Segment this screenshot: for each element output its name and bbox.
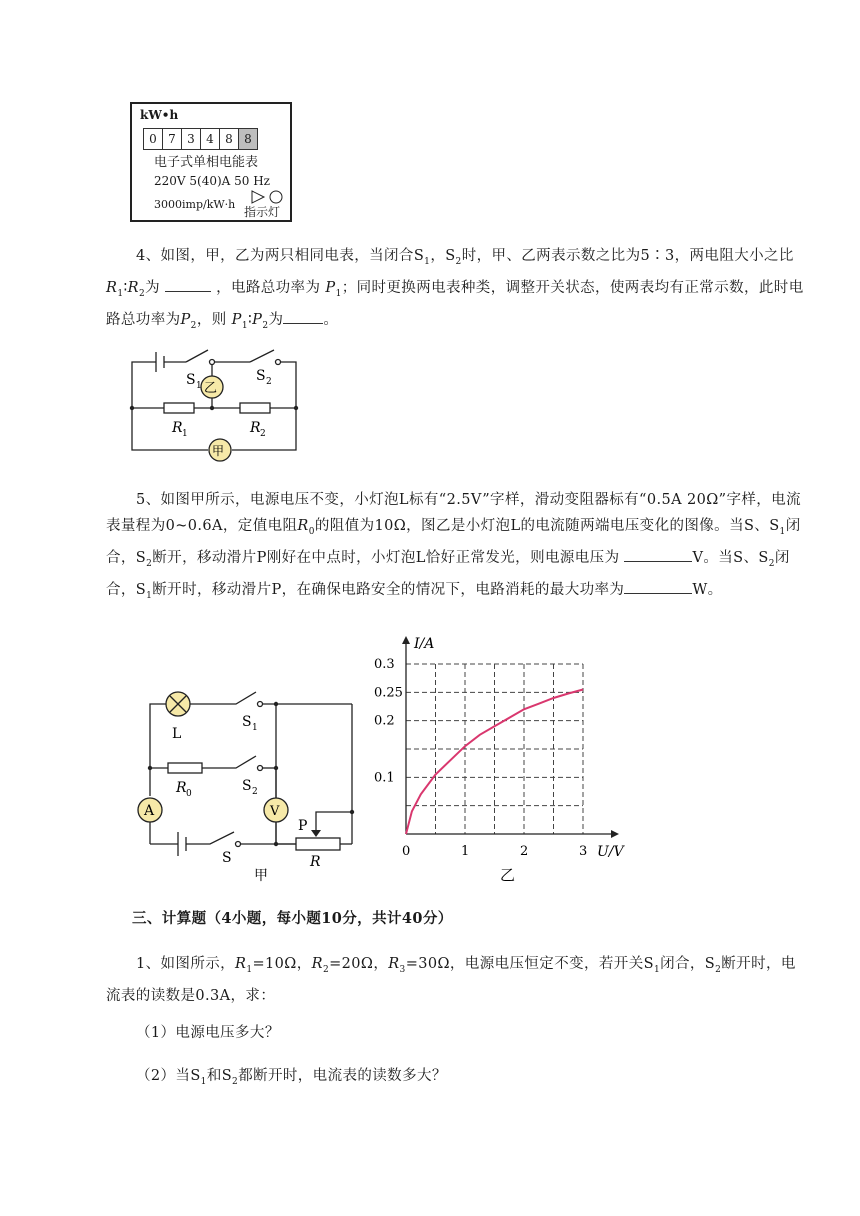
voltmeter-label: V xyxy=(270,804,280,819)
meter-indicator-label: 指示灯 xyxy=(244,205,281,219)
switch-s2-label: S xyxy=(256,368,266,384)
electric-meter-figure xyxy=(130,102,292,222)
x-tick-label: 0 xyxy=(402,844,411,859)
y-tick-label: 0.2 xyxy=(374,713,395,729)
slider-p-label: P xyxy=(298,818,308,834)
chart-y-axis-label: I/A xyxy=(414,636,435,652)
question-4-text: 4、如图，甲，乙为两只相同电表，当闭合$S_1$，$S_2$时，甲、乙两表示数之比为5∶3，两电阻大小之比 $R_1∶R_2$为 ，电路总功率为 $P_1$；同时更换两电表种类，调整开关状态，使两表均有正常示数，此时电路总功率为$P_2$，则 $P_1∶P_2$为 。 xyxy=(106,248,804,331)
iv-curve-chart xyxy=(368,628,640,890)
y-tick-label: 0.3 xyxy=(374,657,395,672)
meter-digit: 8 xyxy=(219,128,239,150)
lamp-icon xyxy=(166,692,190,716)
resistor-r2-label: R xyxy=(250,420,261,436)
y-tick-label: 0.1 xyxy=(374,770,395,786)
answer-blank xyxy=(624,579,692,594)
ammeter-label: A xyxy=(144,803,155,819)
calc-question-1-text: 1、如图所示，$R_1=10\Omega$，$R_2=20\Omega$，$R_3=30\Omega$，电源电压恒定不变，若开关$S_1$闭合，$S_2$断开时，电流表的读数是0.3A，求： xyxy=(106,956,796,1004)
switch-s2-label: S xyxy=(242,778,252,794)
calc-question-1-part-2: （2）当$S_1$和$S_2$都断开时，电流表的读数多大？ xyxy=(136,1068,447,1087)
svg-text:2: 2 xyxy=(266,377,272,387)
meter-jia-label: 甲 xyxy=(212,444,225,458)
section-3-title: 三、计算题（4小题，每小题10分，共计40分） xyxy=(132,910,453,927)
chart-x-axis-label: U/V xyxy=(597,844,624,860)
svg-text:0: 0 xyxy=(186,789,192,799)
meter-spec: 220V 5(40)A 50 Hz xyxy=(154,174,271,188)
meter-imp: 3000imp/kW·h xyxy=(154,198,236,211)
switch-s1-label: S xyxy=(242,714,252,730)
svg-text:2: 2 xyxy=(252,787,258,797)
indicator-icon xyxy=(250,190,290,204)
switch-s1-label: S xyxy=(186,372,196,388)
meter-digit: 0 xyxy=(143,128,163,150)
switch-s-label: S xyxy=(222,850,232,866)
question-5-text: 5、如图甲所示，电源电压不变，小灯泡L标有“2.5V”字样，滑动变阻器标有“0.5A 20Ω”字样，电流表量程为0~0.6A，定值电阻$R_0$的阻值为10Ω，图乙是小灯泡L的电流随两端电压变化的图像。当S、$S_1$闭合，$S_2$断开，移动滑片P刚好在中点时，小灯泡L恰好正常发光，则电源电压为 V。当S、$S_2$闭合，$S_1$断开时，移动滑片P，在确保电路安全的情况下，电路消耗的最大功率为 W。 xyxy=(106,492,801,601)
svg-text:1: 1 xyxy=(252,723,258,733)
meter-yi-label: 乙 xyxy=(204,381,218,396)
answer-blank xyxy=(624,547,692,562)
calc-question-1-part-1: （1）电源电压多大？ xyxy=(136,1025,280,1041)
meter-digit: 3 xyxy=(181,128,201,150)
meter-digit: 8 xyxy=(238,128,258,150)
meter-unit: kW•h xyxy=(140,108,179,122)
meter-digits xyxy=(144,128,258,150)
y-tick-label: 0.25 xyxy=(374,685,403,701)
x-tick-label: 2 xyxy=(520,844,529,859)
meter-digit: 4 xyxy=(200,128,220,150)
x-tick-label: 3 xyxy=(579,844,588,859)
resistor-r1-label: R xyxy=(172,420,183,436)
svg-text:2: 2 xyxy=(260,429,266,439)
svg-text:1: 1 xyxy=(196,381,202,391)
x-tick-label: 1 xyxy=(461,844,470,859)
resistor-r0-label: R xyxy=(176,780,187,796)
meter-name: 电子式单相电能表 xyxy=(154,155,259,170)
meter-digit: 7 xyxy=(162,128,182,150)
answer-blank xyxy=(165,277,211,292)
y-axis-arrow xyxy=(402,636,410,644)
circuit-diagram-q4 xyxy=(128,342,308,464)
circuit-diagram-q5-jia xyxy=(130,680,368,886)
figure-jia-caption: 甲 xyxy=(254,868,268,884)
lamp-label: L xyxy=(172,726,182,742)
rheostat-r-label: R xyxy=(310,854,321,870)
figure-yi-caption: 乙 xyxy=(500,866,516,884)
svg-text:1: 1 xyxy=(182,429,188,439)
answer-blank xyxy=(283,309,323,324)
x-axis-arrow xyxy=(611,830,619,838)
